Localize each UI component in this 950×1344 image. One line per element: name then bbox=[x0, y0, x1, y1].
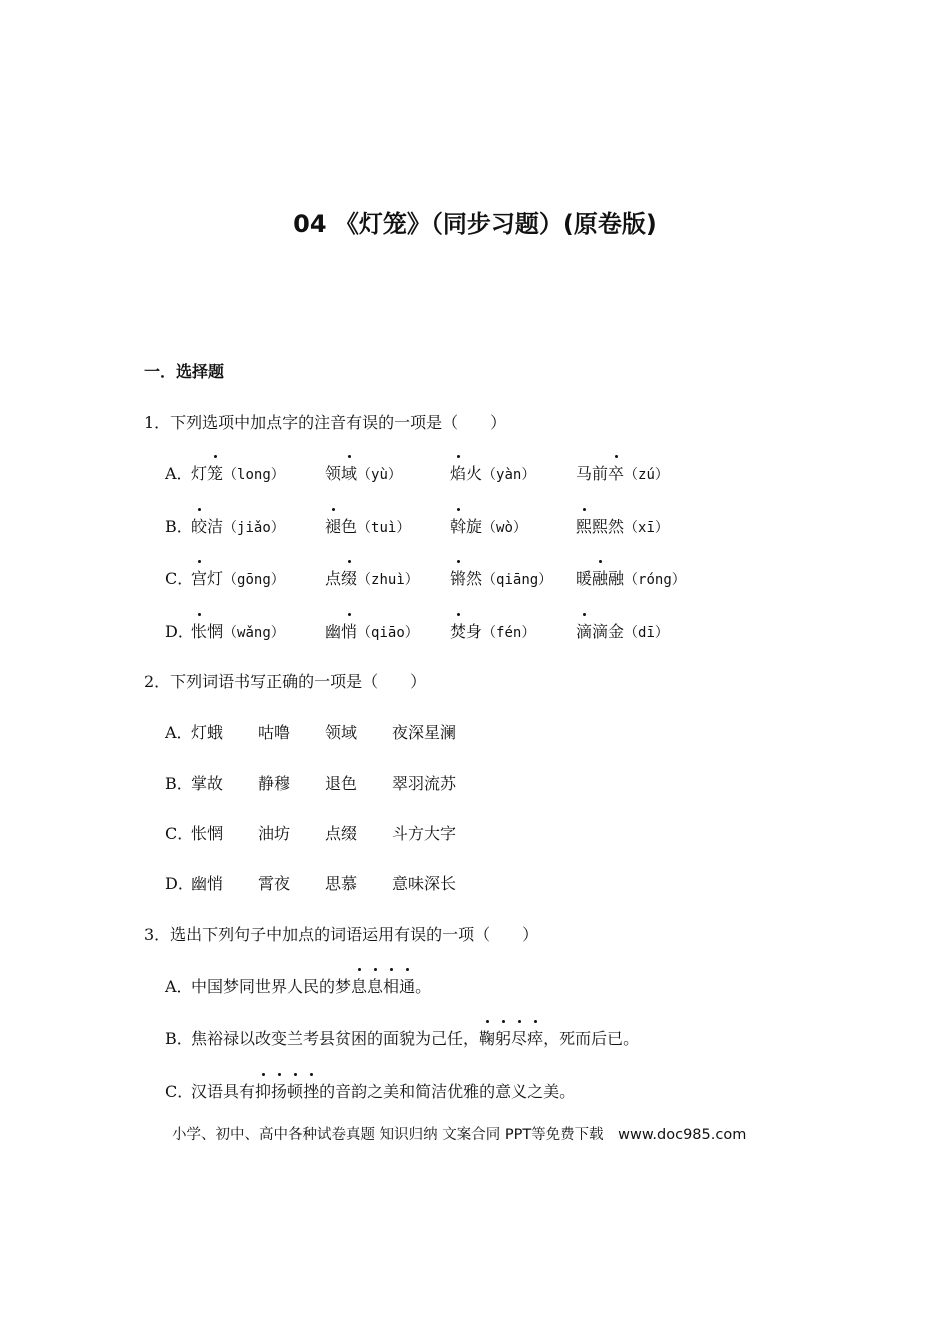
dotted-char: 卒 bbox=[608, 461, 624, 484]
pinyin: （qiāo） bbox=[357, 625, 419, 641]
pinyin-item bbox=[576, 566, 686, 589]
pinyin: （dī） bbox=[624, 625, 669, 641]
word-pre: 暖 bbox=[576, 569, 593, 588]
dotted-phrase bbox=[255, 1082, 319, 1101]
word: 怅惘 bbox=[191, 824, 224, 843]
option-letter: B． bbox=[165, 1029, 193, 1048]
pinyin: （róng） bbox=[624, 572, 686, 588]
option-letter: D． bbox=[165, 874, 194, 893]
dotted-char: 瘁 bbox=[527, 1026, 543, 1049]
sentence bbox=[191, 1079, 575, 1102]
word: 思慕 bbox=[325, 874, 358, 893]
sentence-post: ，死而后已。 bbox=[543, 1029, 640, 1048]
dotted-char: 挫 bbox=[303, 1079, 319, 1102]
dotted-char: 皎 bbox=[191, 514, 207, 537]
pinyin: （qiāng） bbox=[482, 572, 553, 588]
pinyin: （long） bbox=[223, 467, 285, 483]
dotted-char: 尽 bbox=[511, 1026, 527, 1049]
pinyin: （gōng） bbox=[223, 572, 285, 588]
question-3-stem: 3．选出下列句子中加点的词语运用有误的一项（ ） bbox=[144, 925, 539, 944]
sentence-pre: 汉语具有 bbox=[191, 1082, 256, 1101]
sentence-post: 。 bbox=[415, 977, 432, 996]
pinyin-item bbox=[450, 514, 527, 537]
dotted-char: 怅 bbox=[191, 619, 207, 642]
pinyin-item bbox=[450, 566, 552, 589]
word: 霄夜 bbox=[258, 874, 291, 893]
pinyin: （jiǎo） bbox=[223, 520, 285, 536]
dotted-char: 焰 bbox=[450, 461, 466, 484]
dotted-char: 息 bbox=[351, 974, 367, 997]
word: 领域 bbox=[325, 723, 358, 742]
word-post: 色 bbox=[341, 517, 358, 536]
question-2-stem: 2．下列词语书写正确的一项是（ ） bbox=[144, 672, 427, 691]
pinyin: （yàn） bbox=[482, 467, 536, 483]
pinyin-item bbox=[576, 619, 669, 642]
option-letter: C． bbox=[165, 1082, 194, 1101]
option-letter: B． bbox=[165, 517, 193, 536]
footer-note: 小学、初中、高中各种试卷真题 知识归纳 文案合同 PPT等免费下载 www.doc985.com bbox=[172, 1127, 747, 1143]
sentence bbox=[191, 974, 431, 997]
word-post: 洁 bbox=[207, 517, 224, 536]
dotted-char: 宫 bbox=[191, 566, 207, 589]
word-pre: 幽 bbox=[325, 622, 342, 641]
dotted-char: 滴 bbox=[576, 619, 592, 642]
pinyin-item bbox=[325, 566, 419, 589]
pinyin-item bbox=[325, 619, 419, 642]
pinyin: （wǎng） bbox=[223, 625, 285, 641]
pinyin: （zú） bbox=[624, 467, 669, 483]
word: 掌故 bbox=[191, 774, 224, 793]
option-letter: A． bbox=[165, 723, 193, 742]
dotted-char: 鞠 bbox=[479, 1026, 495, 1049]
option-letter: A． bbox=[165, 977, 193, 996]
dotted-char: 悄 bbox=[341, 619, 357, 642]
dotted-char: 锵 bbox=[450, 566, 466, 589]
option-letter: C． bbox=[165, 569, 194, 588]
page-title: 04 《灯笼》（同步习题）(原卷版) bbox=[293, 210, 657, 238]
word-post: 灯 bbox=[207, 569, 224, 588]
word-pre: 领 bbox=[325, 464, 342, 483]
word-pre: 点 bbox=[325, 569, 342, 588]
word: 退色 bbox=[325, 774, 358, 793]
word-post: 惘 bbox=[207, 622, 224, 641]
dotted-char: 息 bbox=[367, 974, 383, 997]
pinyin-item bbox=[191, 566, 285, 589]
pinyin-item bbox=[576, 514, 669, 537]
dotted-char: 褪 bbox=[325, 514, 341, 537]
pinyin: （wò） bbox=[482, 520, 527, 536]
sentence-post: 的音韵之美和简洁优雅的意义之美。 bbox=[319, 1082, 576, 1101]
dotted-char: 域 bbox=[341, 461, 357, 484]
word: 静穆 bbox=[258, 774, 291, 793]
pinyin-item bbox=[191, 514, 285, 537]
word: 点缀 bbox=[325, 824, 358, 843]
pinyin: （fén） bbox=[482, 625, 536, 641]
dotted-char: 融 bbox=[592, 566, 608, 589]
word: 意味深长 bbox=[392, 874, 457, 893]
dotted-char: 通 bbox=[399, 974, 415, 997]
pinyin-item bbox=[191, 461, 285, 484]
dotted-char: 斡 bbox=[450, 514, 466, 537]
option-letter: A． bbox=[165, 464, 193, 483]
option-letter: C． bbox=[165, 824, 194, 843]
sentence bbox=[191, 1026, 639, 1049]
word: 灯蛾 bbox=[191, 723, 224, 742]
dotted-char: 扬 bbox=[271, 1079, 287, 1102]
word-post: 火 bbox=[466, 464, 483, 483]
pinyin: （xī） bbox=[624, 520, 669, 536]
pinyin: （yù） bbox=[357, 467, 402, 483]
word: 油坊 bbox=[258, 824, 291, 843]
question-1-stem: 1．下列选项中加点字的注音有误的一项是（ ） bbox=[144, 413, 507, 432]
word: 咕噜 bbox=[258, 723, 291, 742]
dotted-char: 缀 bbox=[341, 566, 357, 589]
dotted-char: 顿 bbox=[287, 1079, 303, 1102]
option-letter: D． bbox=[165, 622, 194, 641]
sentence-pre: 焦裕禄以改变兰考县贫困的面貌为己任， bbox=[191, 1029, 480, 1048]
word-pre: 马前 bbox=[576, 464, 609, 483]
word-post: 身 bbox=[466, 622, 483, 641]
word: 翠羽流苏 bbox=[392, 774, 457, 793]
word: 幽悄 bbox=[191, 874, 224, 893]
pinyin: （zhuì） bbox=[357, 572, 419, 588]
word: 斗方大字 bbox=[392, 824, 457, 843]
word: 夜深星澜 bbox=[392, 723, 457, 742]
dotted-char: 焚 bbox=[450, 619, 466, 642]
pinyin-item bbox=[576, 461, 669, 484]
word-post: 滴金 bbox=[592, 622, 625, 641]
pinyin-item bbox=[191, 619, 285, 642]
dotted-char: 相 bbox=[383, 974, 399, 997]
pinyin-item bbox=[450, 461, 535, 484]
sentence-pre: 中国梦同世界人民的梦 bbox=[191, 977, 352, 996]
dotted-char: 抑 bbox=[255, 1079, 271, 1102]
dotted-phrase bbox=[479, 1029, 543, 1048]
pinyin-item bbox=[325, 461, 402, 484]
dotted-char: 笼 bbox=[207, 461, 223, 484]
word-pre: 灯 bbox=[191, 464, 208, 483]
pinyin: （tuì） bbox=[357, 520, 411, 536]
dotted-char: 熙 bbox=[576, 514, 592, 537]
dotted-phrase bbox=[351, 977, 415, 996]
dotted-char: 躬 bbox=[495, 1026, 511, 1049]
word-post: 熙然 bbox=[592, 517, 625, 536]
option-letter: B． bbox=[165, 774, 193, 793]
word-post: 旋 bbox=[466, 517, 483, 536]
word-post: 然 bbox=[466, 569, 483, 588]
pinyin-item bbox=[450, 619, 535, 642]
word-post: 融 bbox=[608, 569, 625, 588]
pinyin-item bbox=[325, 514, 410, 537]
section-heading: 一．选择题 bbox=[144, 362, 225, 381]
